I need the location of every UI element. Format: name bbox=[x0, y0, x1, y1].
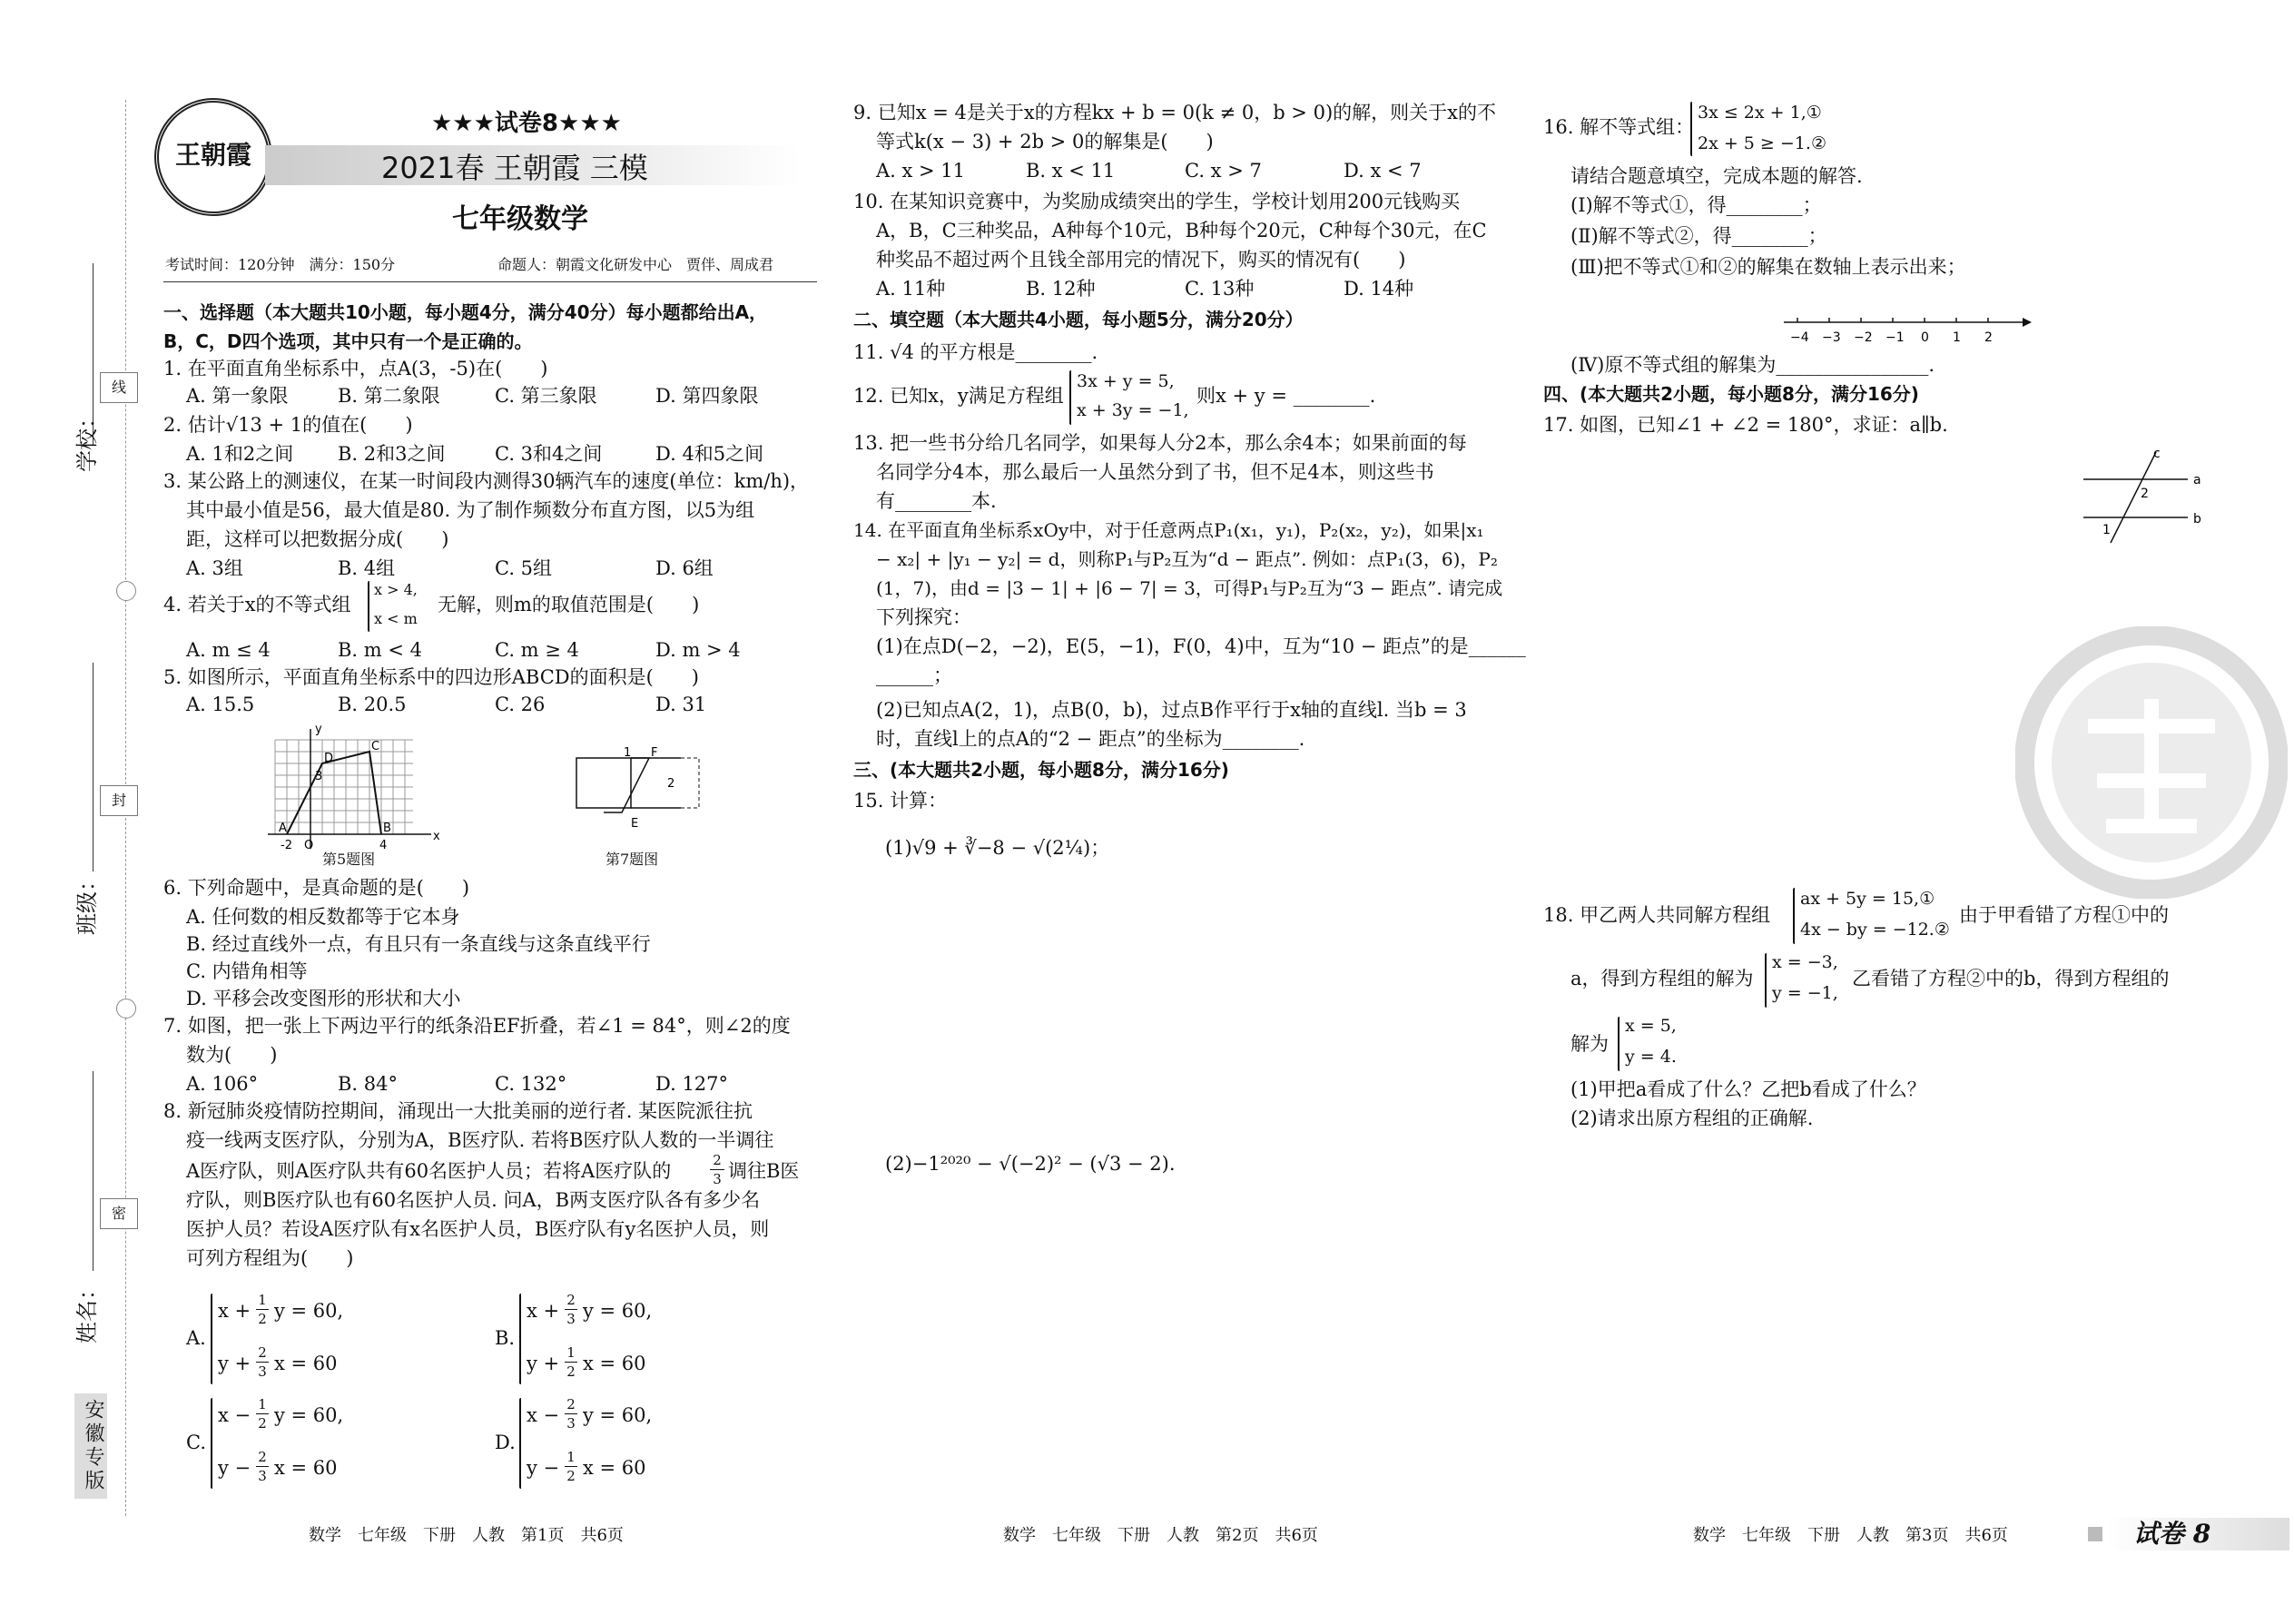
fraction: 1 2 bbox=[565, 1448, 577, 1485]
option-d[interactable]: D. 平移会改变图形的形状和大小 bbox=[186, 988, 461, 1009]
fraction-two-thirds: 2 3 bbox=[710, 1151, 724, 1188]
solution-row: y = −1, bbox=[1772, 983, 1838, 1003]
equation-part: y + bbox=[527, 1353, 560, 1374]
fraction: 2 3 bbox=[565, 1291, 577, 1328]
question-stem: 5. 如图所示，平面直角坐标系中的四边形ABCD的面积是( ) bbox=[163, 666, 699, 688]
fraction: 1 2 bbox=[256, 1291, 269, 1328]
inequality-row: x > 4, bbox=[374, 581, 418, 598]
paper-badge: 试卷 8 bbox=[2133, 1519, 2211, 1549]
question-stem: 等式k(x − 3) + 2b > 0的解集是( ) bbox=[876, 131, 1214, 153]
option-a[interactable]: A. x > 11 bbox=[876, 160, 966, 182]
equation-part: x − bbox=[527, 1404, 560, 1426]
question-stem[interactable]: 有________本. bbox=[876, 490, 997, 512]
question-stem: 17. 如图，已知∠1 + ∠2 = 180°，求证：a∥b. bbox=[1543, 414, 1948, 436]
origin-label: O bbox=[304, 839, 314, 852]
option-b[interactable]: B. 4组 bbox=[338, 557, 396, 579]
option-c[interactable]: C. 13种 bbox=[1185, 278, 1255, 300]
name-label: 姓名： bbox=[74, 1278, 100, 1343]
calc-part-2: (2)−1²⁰²⁰ − √(−2)² − (√3 − 2). bbox=[885, 1153, 1176, 1175]
question-stem: 由于甲看错了方程①中的 bbox=[1959, 904, 2169, 926]
equation-part: y − bbox=[527, 1457, 560, 1479]
tick-label: −4 bbox=[1790, 330, 1809, 345]
question-stem: 3. 某公路上的测速仪，在某一时间段内测得30辆汽车的速度(单位：km/h)， bbox=[163, 470, 810, 492]
question-stem: 12. 已知x，y满足方程组 bbox=[853, 385, 1064, 407]
tick-label: 2 bbox=[1984, 330, 1993, 345]
question-stem: 种奖品不超过两个且钱全部用完的情况下，购买的情况有( ) bbox=[876, 249, 1406, 271]
option-c[interactable]: C. m ≥ 4 bbox=[495, 639, 579, 661]
option-c[interactable]: C. 26 bbox=[495, 694, 546, 715]
option-label: D. bbox=[495, 1432, 516, 1453]
question-stem: 13. 把一些书分给几名同学，如果每人分2本，那么余4本；如果前面的每 bbox=[853, 432, 1467, 454]
exam-time: 考试时间：120分钟 满分：150分 bbox=[165, 256, 396, 273]
equation-brace bbox=[519, 1398, 521, 1489]
question-stem: 7. 如图，把一张上下两边平行的纸条沿EF折叠，若∠1 = 84°，则∠2的度 bbox=[163, 1015, 791, 1037]
question-stem: 名同学分4本，那么最后一人虽然分到了书，但不足4本，则这些书 bbox=[876, 461, 1434, 483]
section-1-heading-2: B，C，D四个选项，其中只有一个是正确的。 bbox=[163, 330, 533, 352]
point-label-e: E bbox=[631, 817, 639, 831]
figure-5-caption: 第5题图 bbox=[322, 851, 376, 868]
inequality-brace bbox=[1690, 102, 1692, 156]
angle-label-1: 1 bbox=[624, 746, 632, 760]
option-c[interactable]: C. 5组 bbox=[495, 557, 553, 579]
equation-brace bbox=[211, 1294, 212, 1384]
figure-17 bbox=[2079, 445, 2215, 549]
question-stem: a，得到方程组的解为 bbox=[1570, 968, 1754, 989]
equation-brace bbox=[1069, 370, 1071, 425]
binding-mark-secret: 密 bbox=[100, 1198, 138, 1229]
option-a[interactable]: A. 第一象限 bbox=[186, 385, 289, 407]
option-a[interactable]: A. 1和2之间 bbox=[186, 443, 294, 465]
question-stem: − x₂| + |y₁ − y₂| = d，则称P₁与P₂互为“d − 距点”. 例如：点P₁(3，6)，P₂ bbox=[876, 548, 1498, 570]
solution-row: y = 4. bbox=[1625, 1047, 1677, 1067]
page-title: 2021春 王朝霞 三模 bbox=[381, 151, 648, 185]
question-stem: 调往B医 bbox=[728, 1160, 800, 1182]
grid bbox=[275, 740, 413, 834]
answer-blank-line[interactable]: (1)在点D(−2，−2)，E(5，−1)，F(0，4)中，互为“10 − 距点”的是______ bbox=[876, 635, 1526, 657]
option-d[interactable]: D. 6组 bbox=[655, 557, 714, 579]
name-field[interactable] bbox=[65, 1071, 120, 1371]
option-a[interactable]: A. 15.5 bbox=[186, 694, 255, 715]
tick-label: −2 bbox=[1854, 330, 1873, 345]
equation-part: y + bbox=[218, 1353, 251, 1374]
equation-part: x + bbox=[218, 1300, 251, 1322]
option-b[interactable]: B. 12种 bbox=[1026, 278, 1096, 300]
answer-blank-line[interactable]: ______； bbox=[876, 664, 952, 686]
option-c[interactable]: C. 132° bbox=[495, 1073, 567, 1095]
tick-label: 3 bbox=[315, 770, 323, 783]
fraction: 1 2 bbox=[256, 1395, 269, 1432]
question-stem: 数为( ) bbox=[186, 1044, 278, 1066]
equation-part: y = 60, bbox=[274, 1404, 344, 1426]
option-c[interactable]: C. 3和4之间 bbox=[495, 443, 603, 465]
option-label: C. bbox=[186, 1432, 206, 1453]
option-b[interactable]: B. 经过直线外一点，有且只有一条直线与这条直线平行 bbox=[186, 933, 651, 955]
question-stem: 乙看错了方程②中的b，得到方程组的 bbox=[1852, 968, 2170, 989]
question-stem: 18. 甲乙两人共同解方程组 bbox=[1543, 904, 1771, 926]
equation-part: x = 60 bbox=[274, 1457, 338, 1479]
answer-space[interactable] bbox=[1543, 563, 2015, 881]
question-stem: (2)已知点A(2，1)，点B(0，b)，过点B作平行于x轴的直线l. 当b = 3 bbox=[876, 699, 1467, 721]
tick-label: -2 bbox=[281, 839, 292, 852]
question-stem: 15. 计算： bbox=[853, 790, 948, 812]
option-c[interactable]: C. x > 7 bbox=[1185, 160, 1262, 182]
figure-5 bbox=[259, 722, 449, 862]
fraction: 2 3 bbox=[256, 1343, 269, 1381]
binding-hole bbox=[116, 581, 136, 601]
question-stem: 可列方程组为( ) bbox=[186, 1247, 354, 1269]
badge-square bbox=[2088, 1527, 2102, 1541]
question-stem: 距，这样可以把数据分成( ) bbox=[186, 528, 449, 550]
exam-authors: 命题人：朝霞文化研发中心 贾伴、周成君 bbox=[497, 256, 774, 273]
point-label-c: C bbox=[371, 740, 380, 753]
footer-page-3: 数学 七年级 下册 人教 第3页 共6页 bbox=[1693, 1526, 2008, 1545]
school-field[interactable] bbox=[65, 263, 120, 517]
answer-space[interactable] bbox=[885, 1180, 1430, 1498]
question-stem: 6. 下列命题中，是真命题的是( ) bbox=[163, 877, 470, 899]
question-stem: 14. 在平面直角坐标系xOy中，对于任意两点P₁(x₁，y₁)，P₂(x₂，y₂)，如果|x₁ bbox=[853, 519, 1484, 541]
equation-part: x = 60 bbox=[583, 1457, 646, 1479]
footer-page-2: 数学 七年级 下册 人教 第2页 共6页 bbox=[1003, 1526, 1318, 1545]
solution-row: x = −3, bbox=[1772, 952, 1838, 972]
question-stem: 1. 在平面直角坐标系中，点A(3，-5)在( ) bbox=[163, 358, 548, 379]
option-d[interactable]: D. 31 bbox=[655, 694, 707, 715]
question-stem: 8. 新冠肺炎疫情防控期间，涌现出一大批美丽的逆行者. 某医院派往抗 bbox=[163, 1100, 753, 1122]
tick-label: 0 bbox=[1921, 330, 1929, 345]
footer-page-1: 数学 七年级 下册 人教 第1页 共6页 bbox=[309, 1526, 624, 1545]
question-stem: 疗队，则B医疗队也有60名医护人员. 问A，B两支医疗队各有多少名 bbox=[186, 1189, 761, 1211]
option-d[interactable]: D. x < 7 bbox=[1344, 160, 1422, 182]
line-label-b: b bbox=[2193, 512, 2201, 527]
question-stem: 请结合题意填空，完成本题的解答. bbox=[1570, 165, 1863, 187]
option-d[interactable]: D. m > 4 bbox=[655, 639, 741, 661]
tick-label: −1 bbox=[1885, 330, 1905, 345]
answer-blank-line[interactable]: (Ⅳ)原不等式组的解集为________________. bbox=[1570, 354, 1935, 376]
option-c[interactable] bbox=[182, 1393, 472, 1493]
class-label: 班级： bbox=[74, 870, 100, 935]
option-b[interactable]: B. m < 4 bbox=[338, 639, 423, 661]
tick-label: 1 bbox=[1953, 330, 1961, 345]
equation-part: y = 60, bbox=[583, 1404, 653, 1426]
point-label-b: B bbox=[383, 822, 391, 835]
subject-title: 七年级数学 bbox=[452, 203, 588, 235]
axis-label-x: x bbox=[433, 830, 440, 843]
question-stem: (2)请求出原方程组的正确解. bbox=[1570, 1107, 1814, 1129]
answer-blank-line[interactable]: (Ⅱ)解不等式②，得________； bbox=[1570, 225, 1827, 247]
figure-7-caption: 第7题图 bbox=[605, 851, 659, 868]
binding-hole bbox=[116, 999, 136, 1019]
equation-row: 4x − by = −12.② bbox=[1800, 920, 1950, 940]
question-stem: 其中最小值是56，最大值是80. 为了制作频数分布直方图，以5为组 bbox=[186, 499, 755, 521]
calc-part-1: (1)√9 + ∛−8 − √(2¼)； bbox=[885, 837, 1110, 859]
option-b[interactable]: B. x < 11 bbox=[1026, 160, 1116, 182]
option-b[interactable]: B. 2和3之间 bbox=[338, 443, 446, 465]
solution-brace bbox=[1618, 1017, 1620, 1071]
equation-part: y = 60, bbox=[274, 1300, 344, 1322]
option-label: B. bbox=[495, 1327, 516, 1349]
equation-part: x + bbox=[527, 1300, 560, 1322]
question-stem: A医疗队，则A医疗队共有60名医护人员；若将A医疗队的 bbox=[186, 1160, 672, 1182]
option-a[interactable]: A. 任何数的相反数都等于它本身 bbox=[186, 906, 460, 928]
fraction: 1 2 bbox=[565, 1343, 577, 1381]
section-4-heading: 四、(本大题共2小题，每小题8分，满分16分) bbox=[1543, 383, 1919, 405]
option-label: A. bbox=[186, 1327, 206, 1349]
header-rule bbox=[163, 281, 817, 282]
question-11: 11. √4 的平方根是________. bbox=[853, 341, 1098, 363]
option-d[interactable] bbox=[490, 1393, 781, 1493]
equation-row: x + 3y = −1, bbox=[1077, 400, 1189, 420]
question-stem: 解为 bbox=[1570, 1033, 1609, 1055]
section-2-heading: 二、填空题（本大题共4小题，每小题5分，满分20分） bbox=[853, 309, 1304, 330]
angle-label-1: 1 bbox=[2102, 523, 2111, 537]
solution-row: x = 5, bbox=[1625, 1016, 1677, 1036]
secret-watermark bbox=[2015, 626, 2288, 899]
edition-label: 安徽专版 bbox=[74, 1393, 107, 1499]
equation-row: 3x + y = 5, bbox=[1077, 371, 1175, 391]
equation-part: x − bbox=[218, 1404, 251, 1426]
option-b[interactable] bbox=[490, 1289, 781, 1389]
line-label-c: c bbox=[2153, 447, 2161, 461]
point-label-f: F bbox=[651, 746, 658, 760]
question-stem: 无解，则m的取值范围是( ) bbox=[438, 594, 700, 615]
fraction: 2 3 bbox=[256, 1448, 269, 1485]
question-stem: 疫一线两支医疗队，分别为A，B医疗队. 若将B医疗队人数的一半调往 bbox=[186, 1129, 774, 1151]
equation-part: x = 60 bbox=[583, 1353, 646, 1374]
option-d[interactable]: D. 第四象限 bbox=[655, 385, 759, 407]
inequality-row: 2x + 5 ≥ −1.② bbox=[1698, 133, 1826, 153]
inequality-row: x < m bbox=[374, 610, 418, 627]
option-c[interactable]: C. 内错角相等 bbox=[186, 960, 308, 982]
section-1-heading: 一、选择题（本大题共10小题，每小题4分，满分40分）每小题都给出A， bbox=[163, 301, 768, 323]
question-stem: (1)甲把a看成了什么？乙把b看成了什么？ bbox=[1570, 1078, 1926, 1100]
equation-brace bbox=[1793, 888, 1795, 944]
question-stem: 2. 估计√13 + 1的值在( ) bbox=[163, 414, 413, 436]
answer-blank-line[interactable]: 时，直线l上的点A的“2 − 距点”的坐标为________. bbox=[876, 728, 1305, 750]
section-3-heading: 三、(本大题共2小题，每小题8分，满分16分) bbox=[853, 759, 1229, 781]
option-b[interactable]: B. 84° bbox=[338, 1073, 399, 1095]
paper-number: ★★★试卷8★★★ bbox=[431, 110, 622, 137]
option-d[interactable]: D. 14种 bbox=[1344, 278, 1414, 300]
axis-label-y: y bbox=[315, 723, 322, 736]
answer-space[interactable] bbox=[885, 867, 1430, 1139]
question-stem: 4. 若关于x的不等式组 bbox=[163, 594, 351, 615]
option-b[interactable]: B. 20.5 bbox=[338, 694, 407, 715]
fraction: 2 3 bbox=[565, 1395, 577, 1432]
answer-space[interactable] bbox=[1543, 1144, 2197, 1489]
option-a[interactable]: A. 11种 bbox=[876, 278, 946, 300]
equation-brace bbox=[519, 1294, 521, 1384]
equation-row: ax + 5y = 15,① bbox=[1800, 889, 1935, 909]
angle-label-2: 2 bbox=[2141, 487, 2149, 501]
option-d[interactable]: D. 127° bbox=[655, 1073, 729, 1095]
option-a[interactable]: A. m ≤ 4 bbox=[186, 639, 271, 661]
point-label-d: D bbox=[324, 752, 334, 765]
line-label-a: a bbox=[2193, 473, 2201, 487]
question-stem: 9. 已知x = 4是关于x的方程kx + b = 0(k ≠ 0，b > 0)的解，则关于x的不 bbox=[853, 102, 1496, 123]
inequality-brace bbox=[368, 581, 369, 632]
option-a[interactable]: A. 3组 bbox=[186, 557, 243, 579]
question-stem: (1，7)，由d = |3 − 1| + |6 − 7| = 3，可得P₁与P₂互为“3 − 距点”. 请完成 bbox=[876, 577, 1503, 599]
question-stem: 16. 解不等式组： bbox=[1543, 116, 1695, 138]
option-a[interactable] bbox=[182, 1289, 472, 1389]
equation-part: y = 60, bbox=[583, 1300, 653, 1322]
number-line[interactable] bbox=[1779, 309, 2033, 349]
option-a[interactable]: A. 106° bbox=[186, 1073, 259, 1095]
equation-part: x = 60 bbox=[274, 1353, 338, 1374]
inequality-row: 3x ≤ 2x + 1,① bbox=[1698, 103, 1822, 123]
class-field[interactable] bbox=[65, 663, 120, 953]
binding-mark-seal: 封 bbox=[100, 785, 138, 816]
school-label: 学校： bbox=[74, 407, 100, 472]
binding-mark-line: 线 bbox=[100, 372, 138, 403]
point-label-a: A bbox=[279, 822, 287, 835]
figure-7 bbox=[567, 740, 713, 835]
answer-blank-line[interactable]: (Ⅰ)解不等式①，得________； bbox=[1570, 194, 1822, 216]
question-stem: 10. 在某知识竞赛中，为奖励成绩突出的学生，学校计划用200元钱购买 bbox=[853, 191, 1461, 212]
solution-brace bbox=[1765, 953, 1767, 1008]
equation-part: y − bbox=[218, 1457, 251, 1479]
option-c[interactable]: C. 第三象限 bbox=[495, 385, 597, 407]
logo-text: 王朝霞 bbox=[174, 140, 251, 170]
angle-label-2: 2 bbox=[667, 777, 675, 791]
question-stem: A，B，C三种奖品，A种每个10元，B种每个20元，C种每个30元，在C bbox=[876, 220, 1487, 241]
option-b[interactable]: B. 第二象限 bbox=[338, 385, 440, 407]
question-stem: 医护人员？若设A医疗队有x名医护人员，B医疗队有y名医护人员，则 bbox=[186, 1218, 770, 1240]
option-d[interactable]: D. 4和5之间 bbox=[655, 443, 764, 465]
question-stem: (Ⅲ)把不等式①和②的解集在数轴上表示出来； bbox=[1570, 256, 1966, 278]
tick-label: −3 bbox=[1822, 330, 1841, 345]
question-stem[interactable]: 则x + y = ________. bbox=[1196, 385, 1376, 407]
equation-brace bbox=[211, 1398, 212, 1489]
logo bbox=[154, 98, 272, 216]
tick-label: 4 bbox=[379, 839, 388, 852]
question-stem: 下列探究： bbox=[876, 606, 971, 628]
